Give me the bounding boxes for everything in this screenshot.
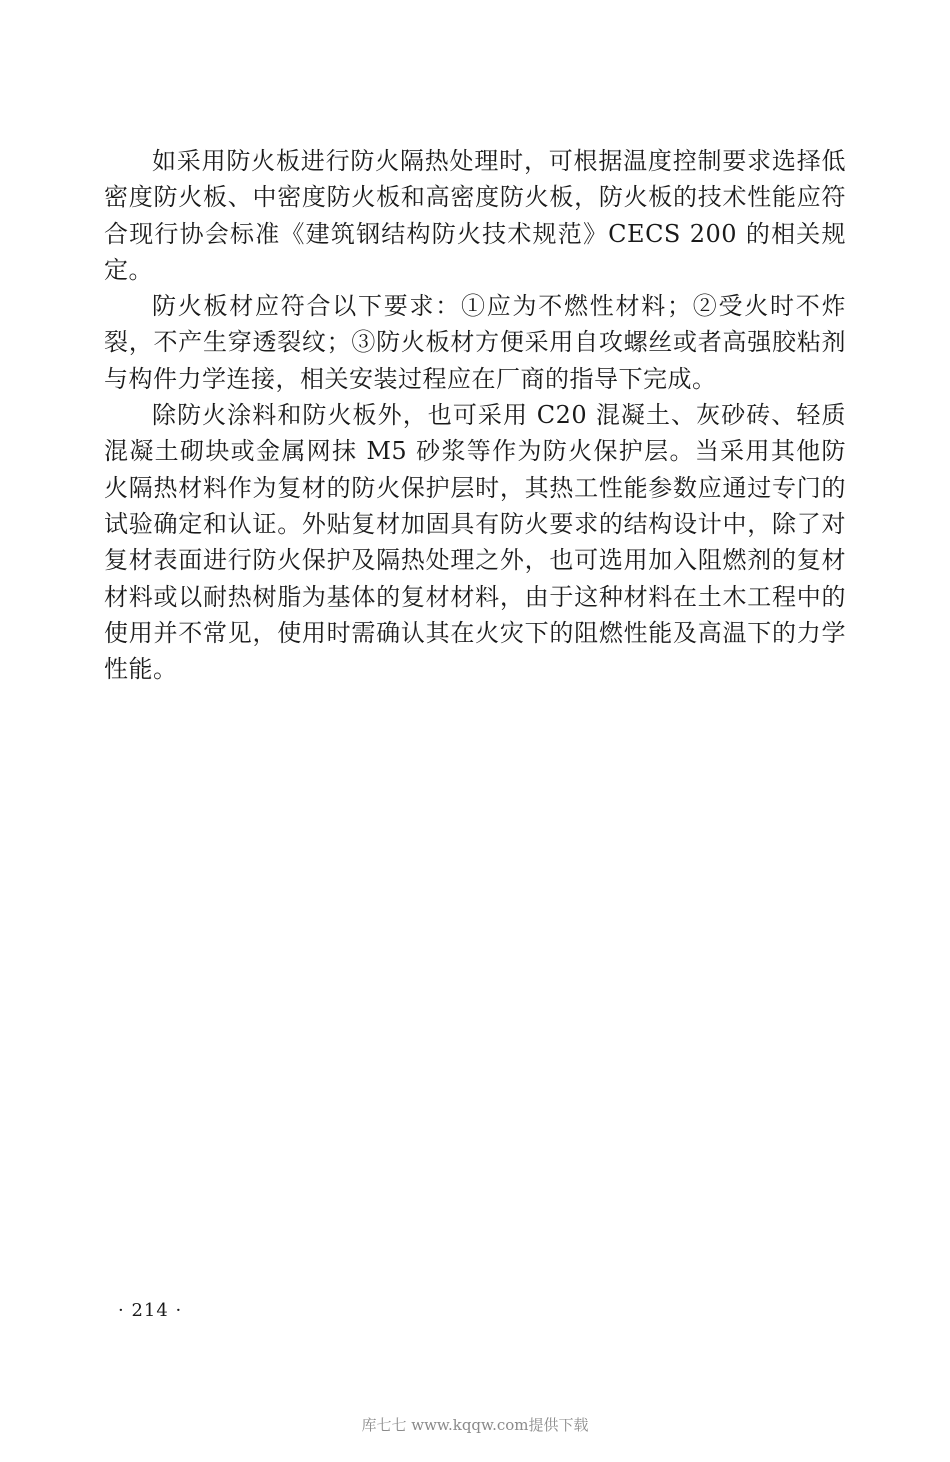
paragraph-board-requirements: 防火板材应符合以下要求：①应为不燃性材料；②受火时不炸裂，不产生穿透裂纹；③防火板材方便采用自攻螺丝或者高强胶粘剂与构件力学连接，相关安装过程应在厂商的指导下完成。	[104, 292, 846, 393]
page-number: · 214 ·	[118, 1300, 183, 1321]
paragraph-fireproof-board: 如采用防火板进行防火隔热处理时，可根据温度控制要求选择低密度防火板、中密度防火板和高密度防火板，防火板的技术性能应符合现行协会标准《建筑钢结构防火技术规范》CECS 200 的相关规定。	[104, 147, 846, 284]
watermark-text: 库七七 www.kqqw.com提供下载	[361, 1416, 589, 1434]
paragraph-other-protection: 除防火涂料和防火板外，也可采用 C20 混凝土、灰砂砖、轻质混凝土砌块或金属网抹 M5 砂浆等作为防火保护层。当采用其他防火隔热材料作为复材的防火保护层时，其热工性能参数应通过专门的试验确定和认证。外贴复材加固具有防火要求的结构设计中，除了对复材表面进行防火保护及隔热处理之外，也可选用加入阻燃剂的复材材料或以耐热树脂为基体的复材材料，由于这种材料在土木工程中的使用并不常见，使用时需确认其在火灾下的阻燃性能及高温下的力学性能。	[104, 401, 846, 684]
body-text	[104, 143, 846, 687]
